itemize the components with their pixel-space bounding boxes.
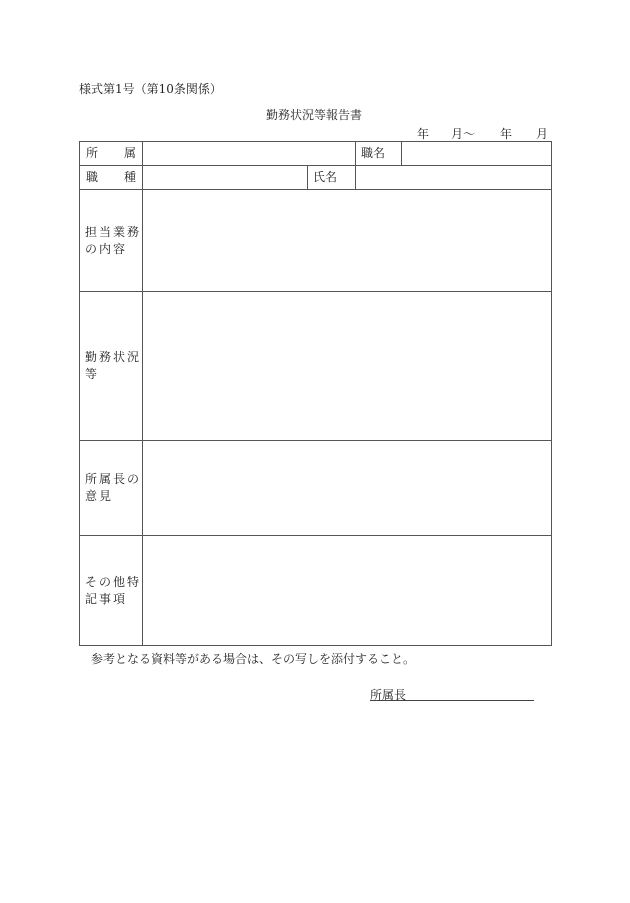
signature-line[interactable] [370,686,534,701]
duties-label: 担当業務の内容 [85,225,142,256]
affiliation-field[interactable] [142,141,356,166]
job-title-label: 職名 [361,146,386,160]
other-notes-label: その他特記事項 [85,575,142,606]
name-label-cell [307,165,356,190]
job-type-label-2: 種 [123,170,136,184]
job-type-field[interactable] [142,165,308,190]
period-month-2: 月 [536,127,549,141]
affiliation-label-2: 属 [123,146,136,160]
supervisor-opinion-label-cell [79,440,143,536]
affiliation-label-cell [79,141,143,166]
period-month-1: 月〜 [451,127,476,141]
work-status-label-cell [79,291,143,441]
attachment-note: 参考となる資料等がある場合は、その写しを添付すること。 [91,652,416,666]
work-status-label: 勤務状況等 [85,350,142,381]
period-year-1: 年 [417,127,430,141]
job-type-label-1: 職 [86,170,99,184]
work-status-field[interactable] [142,291,552,441]
job-title-field[interactable] [401,141,552,166]
job-title-label-cell [355,141,402,166]
duties-label-cell [79,189,143,292]
period-year-2: 年 [500,127,513,141]
signature-label: 所属長 [370,688,407,702]
form-number: 様式第1号（第10条関係） [79,82,222,96]
affiliation-label-1: 所 [86,146,99,160]
document-title: 勤務状況等報告書 [266,108,363,122]
supervisor-opinion-label: 所属長の意見 [85,472,142,503]
name-label: 氏名 [313,170,338,184]
supervisor-opinion-field[interactable] [142,440,552,536]
job-type-label-cell [79,165,143,190]
other-notes-label-cell [79,535,143,646]
duties-field[interactable] [142,189,552,292]
other-notes-field[interactable] [142,535,552,646]
name-field[interactable] [355,165,552,190]
